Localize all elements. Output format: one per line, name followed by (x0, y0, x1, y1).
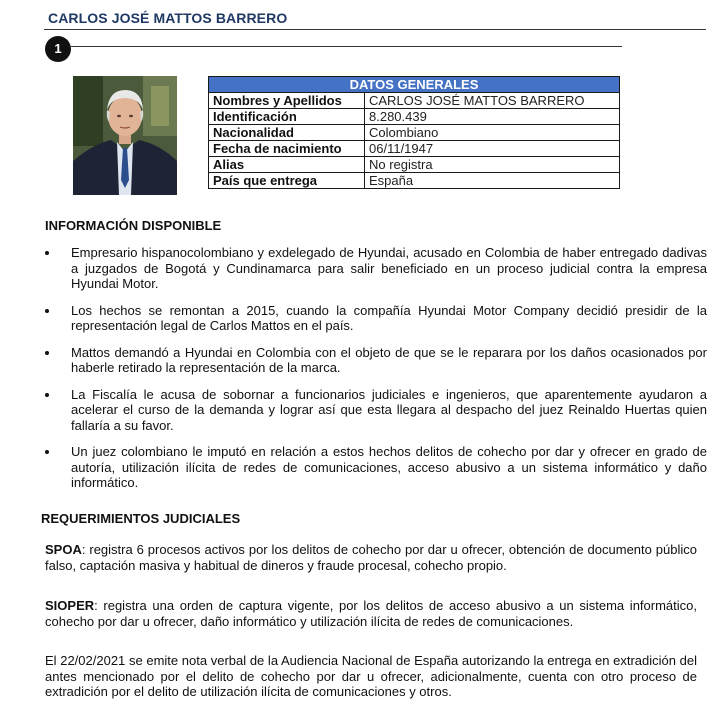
info-section-title: INFORMACIÓN DISPONIBLE (45, 218, 222, 233)
record-number-badge: 1 (45, 36, 71, 62)
table-row (209, 93, 620, 109)
row-label: Nacionalidad (209, 125, 365, 141)
bullet-text: La Fiscalía le acusa de sobornar a funcionarios judiciales e ingenieros, que aparentemente ayudaron a acelerar el curso de la demanda y lograr así que esta llegara al despacho del juez Reinaldo Huertas quien fallaría a su favor. (71, 386, 707, 433)
row-label: Nombres y Apellidos (209, 93, 365, 109)
bullet-icon (45, 309, 49, 313)
bullet-icon (45, 351, 49, 355)
record-divider (71, 46, 622, 47)
list-item (45, 387, 707, 434)
row-value: España (365, 173, 620, 189)
list-item (45, 303, 707, 334)
row-label: País que entrega (209, 173, 365, 189)
list-item (45, 245, 707, 292)
person-photo (73, 76, 177, 195)
row-label: Fecha de nacimiento (209, 141, 365, 157)
row-value: 8.280.439 (365, 109, 620, 125)
requirements-section-title: REQUERIMIENTOS JUDICIALES (41, 511, 241, 526)
list-item (45, 444, 707, 491)
general-data-table (208, 76, 620, 189)
bullet-text: Empresario hispanocolombiano y exdelegado de Hyundai, acusado en Colombia de haber entregado dadivas a juzgados de Bogotá y Cundinamarca para salir beneficiado en un proceso judicial contra la empresa Hyundai Motor. (71, 245, 707, 291)
bullet-text: Los hechos se remontan a 2015, cuando la compañía Hyundai Motor Company decidió presidir de la representación legal de Carlos Mattos en el país. (71, 302, 707, 333)
spoa-paragraph (45, 542, 697, 573)
list-item (45, 345, 707, 376)
spoa-text: : registra 6 procesos activos por los delitos de cohecho por dar u ofrecer, obtención de documento público falso, captación masiva y habitual de dineros y fraude procesal, cohecho propio. (45, 542, 697, 573)
table-row (209, 141, 620, 157)
bullet-icon (45, 251, 49, 255)
info-bullet-list (45, 245, 707, 502)
row-value: No registra (365, 157, 620, 173)
table-row (209, 109, 620, 125)
spoa-label: SPOA (45, 542, 82, 557)
document-title: CARLOS JOSÉ MATTOS BARRERO (48, 10, 288, 26)
row-label: Alias (209, 157, 365, 173)
row-label: Identificación (209, 109, 365, 125)
sioper-text: : registra una orden de captura vigente, por los delitos de acceso abusivo a un sistema informático, cohecho por dar u ofrecer, daño informático y utilización ilícita de redes de comunicaciones. (45, 598, 697, 629)
bullet-icon (45, 450, 49, 454)
general-data-header: DATOS GENERALES (209, 77, 620, 93)
table-row (209, 173, 620, 189)
bullet-text: Mattos demandó a Hyundai en Colombia con el objeto de que se le reparara por los daños ocasionados por haberle retirado la representación de la marca. (71, 344, 707, 375)
sioper-label: SIOPER (45, 598, 95, 613)
title-divider (44, 29, 706, 30)
extradition-note: El 22/02/2021 se emite nota verbal de la Audiencia Nacional de España autorizando la entrega en extradición del antes mencionado por el delito de cohecho por dar u ofrecer, adicionalmente, cuenta con otro proceso de extradición por el delito de utilización ilícita de comunicaciones y otros. (45, 653, 697, 699)
table-row (209, 125, 620, 141)
row-value: Colombiano (365, 125, 620, 141)
row-value: 06/11/1947 (365, 141, 620, 157)
bullet-text: Un juez colombiano le imputó en relación a estos hechos delitos de cohecho por dar y ofrecer en grado de autoría, utilización ilícita de redes de comunicaciones, acceso abusivo a un sistema informático y daño informático. (71, 444, 707, 490)
portrait-image (73, 76, 177, 195)
bullet-icon (45, 393, 49, 397)
table-row (209, 157, 620, 173)
sioper-paragraph (45, 598, 697, 629)
row-value: CARLOS JOSÉ MATTOS BARRERO (365, 93, 620, 109)
